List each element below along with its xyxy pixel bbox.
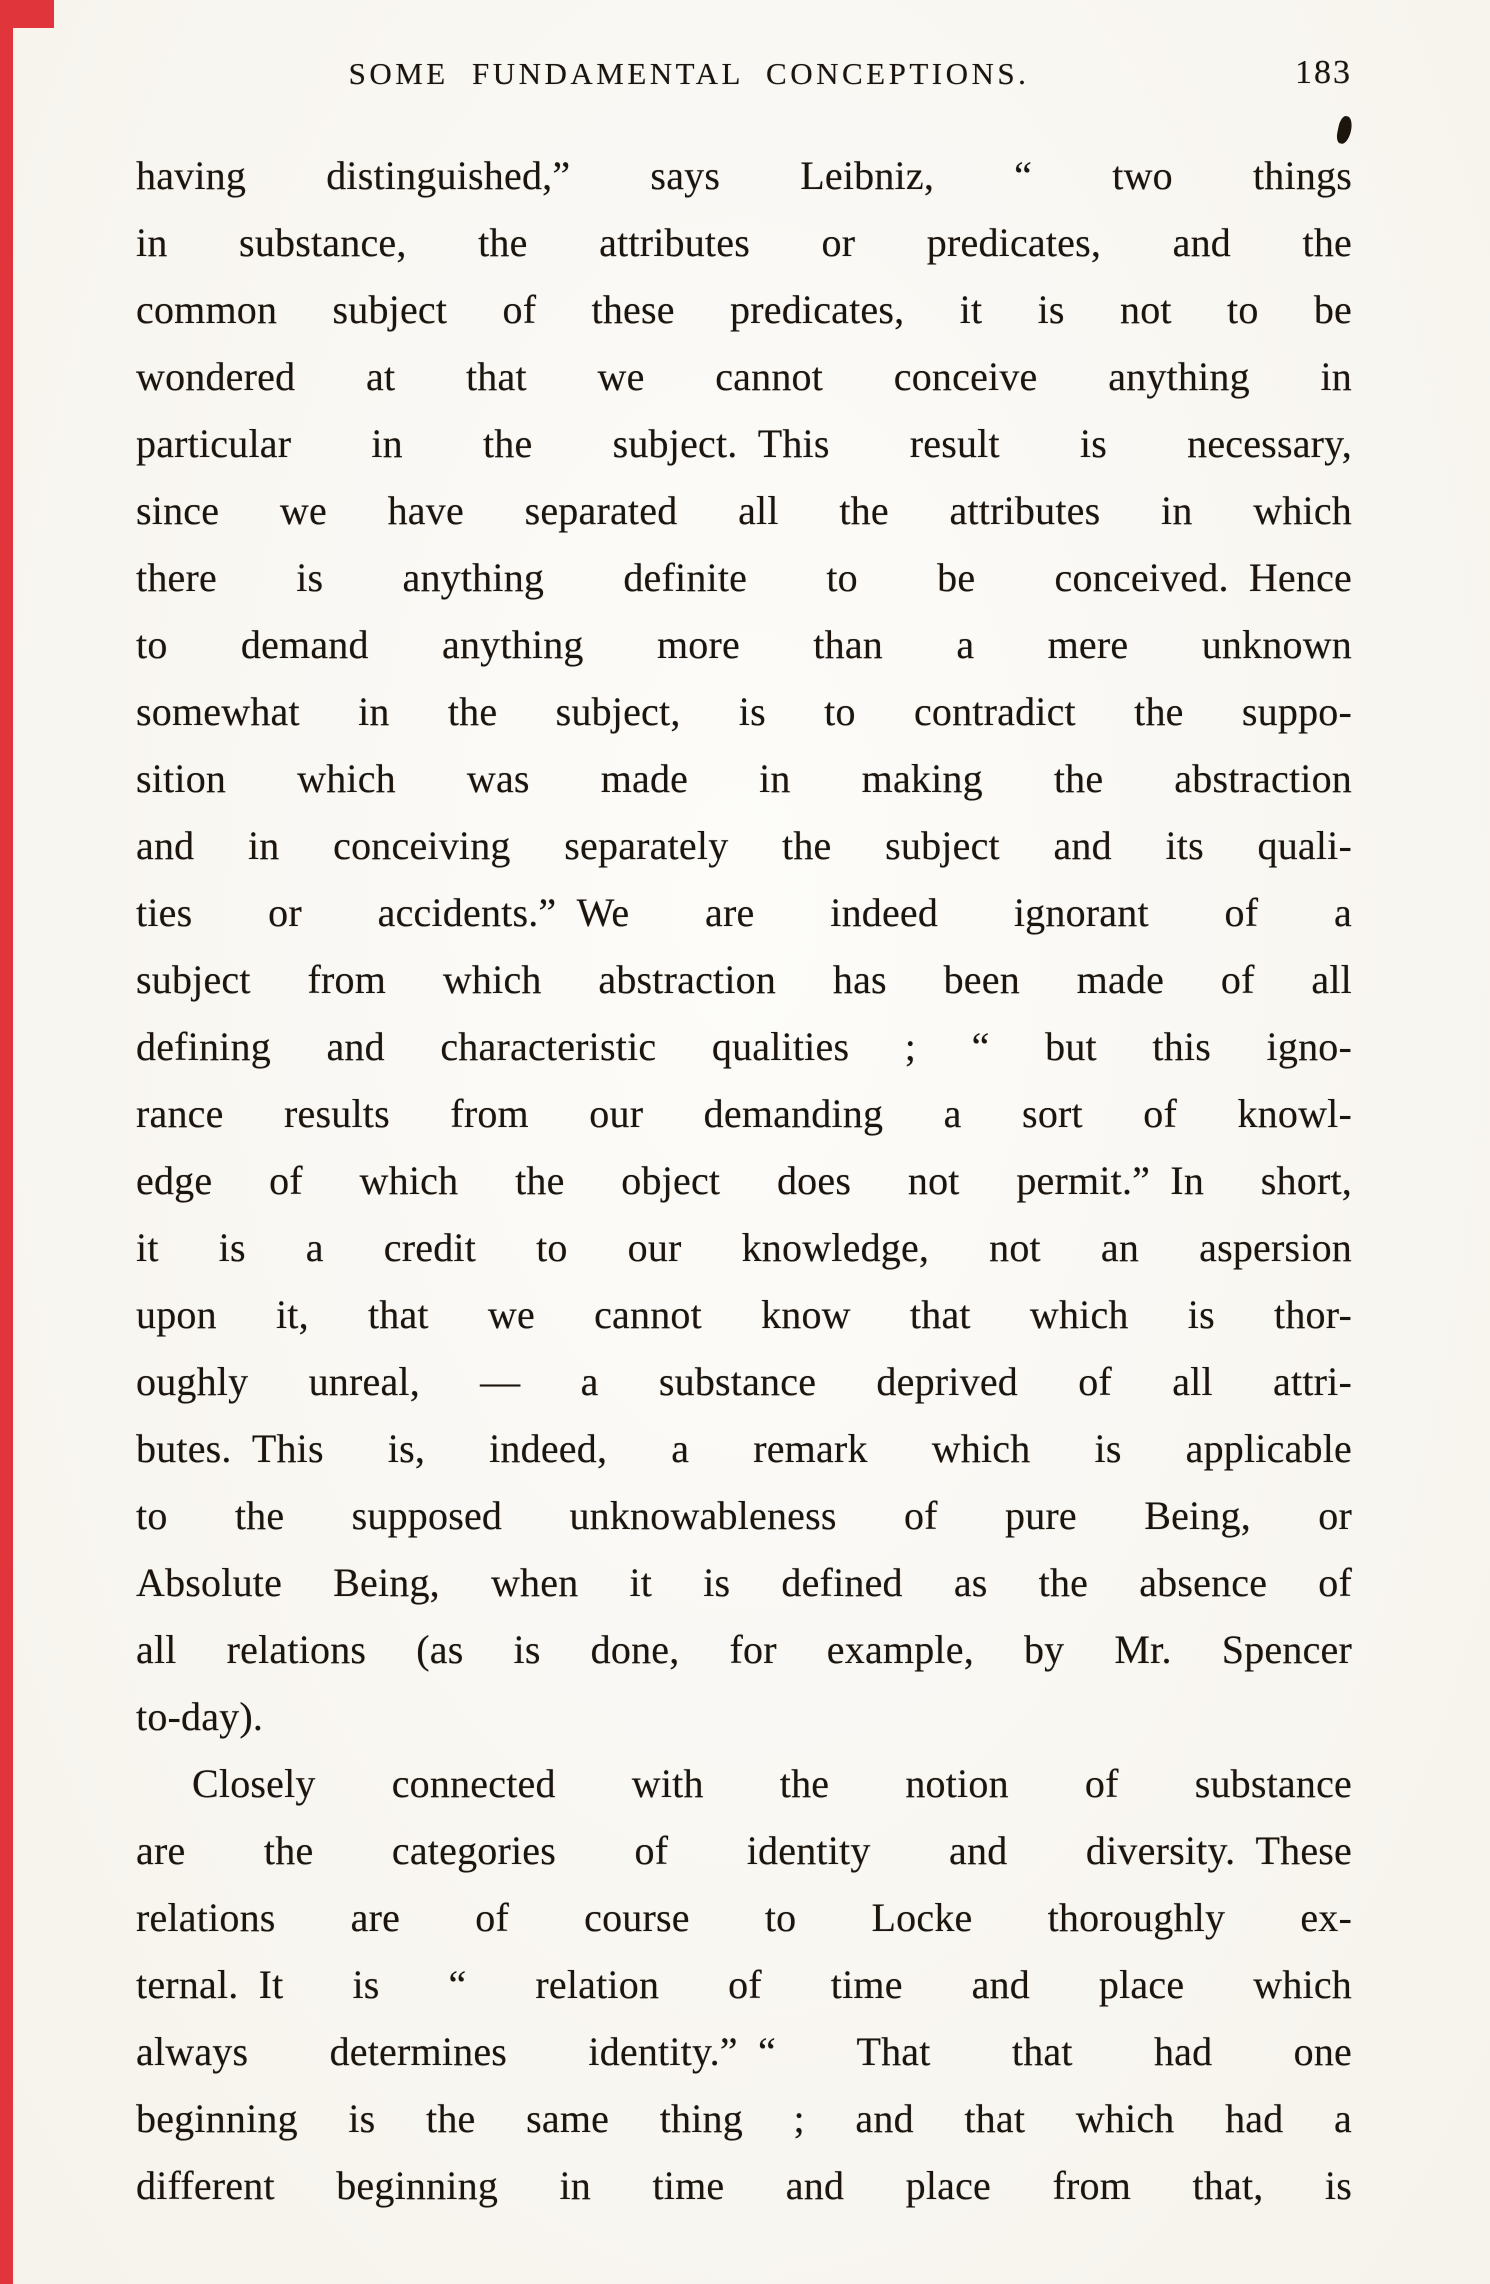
text-line: in substance, the attributes or predicates, and the (136, 220, 1352, 265)
scan-edge-stripe (0, 0, 13, 2284)
text-line: having distinguished,” says Leibniz, “ two things (136, 153, 1352, 198)
text-line: it is a credit to our knowledge, not an aspersion (136, 1225, 1352, 1270)
running-title: SOME FUNDAMENTAL CONCEPTIONS. (348, 56, 1030, 91)
page-number: 183 (1295, 54, 1352, 91)
text-line: common subject of these predicates, it is not to be (136, 287, 1352, 332)
text-line: and in conceiving separately the subject and its quali- (136, 823, 1352, 868)
text-line: Absolute Being, when it is defined as the absence of (136, 1560, 1352, 1605)
scan-corner-mark (0, 0, 54, 28)
text-line: different beginning in time and place from that, is (136, 2163, 1352, 2208)
text-line: all relations (as is done, for example, by Mr. Spencer (136, 1627, 1352, 1672)
text-line: sition which was made in making the abstraction (136, 756, 1352, 801)
text-line: particular in the subject. This result is necessary, (136, 421, 1352, 466)
text-line: butes. This is, indeed, a remark which is applicable (136, 1426, 1352, 1471)
paragraph (136, 1750, 1352, 2219)
text-line: relations are of course to Locke thoroughly ex- (136, 1895, 1352, 1940)
body-text (136, 142, 1352, 2219)
text-line: wondered at that we cannot conceive anything in (136, 354, 1352, 399)
text-line: beginning is the same thing ; and that which had a (136, 2096, 1352, 2141)
page-header (136, 56, 1352, 102)
paragraph (136, 142, 1352, 1750)
text-line: are the categories of identity and diversity. These (136, 1828, 1352, 1873)
text-line: ties or accidents.” We are indeed ignorant of a (136, 890, 1352, 935)
text-line: ternal. It is “ relation of time and place which (136, 1962, 1352, 2007)
text-line: Closely connected with the notion of substance (192, 1761, 1352, 1806)
text-line: to demand anything more than a mere unknown (136, 622, 1352, 667)
text-line: subject from which abstraction has been made of all (136, 957, 1352, 1002)
text-line: rance results from our demanding a sort of knowl- (136, 1091, 1352, 1136)
text-line: upon it, that we cannot know that which is thor- (136, 1292, 1352, 1337)
text-line: since we have separated all the attributes in which (136, 488, 1352, 533)
text-line: edge of which the object does not permit.” In short, (136, 1158, 1352, 1203)
text-line: defining and characteristic qualities ; “ but this igno- (136, 1024, 1352, 1069)
text-line: to-day). (136, 1694, 264, 1739)
text-line: always determines identity.” “ That that had one (136, 2029, 1352, 2074)
text-line: there is anything definite to be conceived. Hence (136, 555, 1352, 600)
text-line: to the supposed unknowableness of pure Being, or (136, 1493, 1352, 1538)
text-line: somewhat in the subject, is to contradict the suppo- (136, 689, 1352, 734)
text-line: oughly unreal, — a substance deprived of all attri- (136, 1359, 1352, 1404)
ink-mark (1335, 115, 1354, 145)
